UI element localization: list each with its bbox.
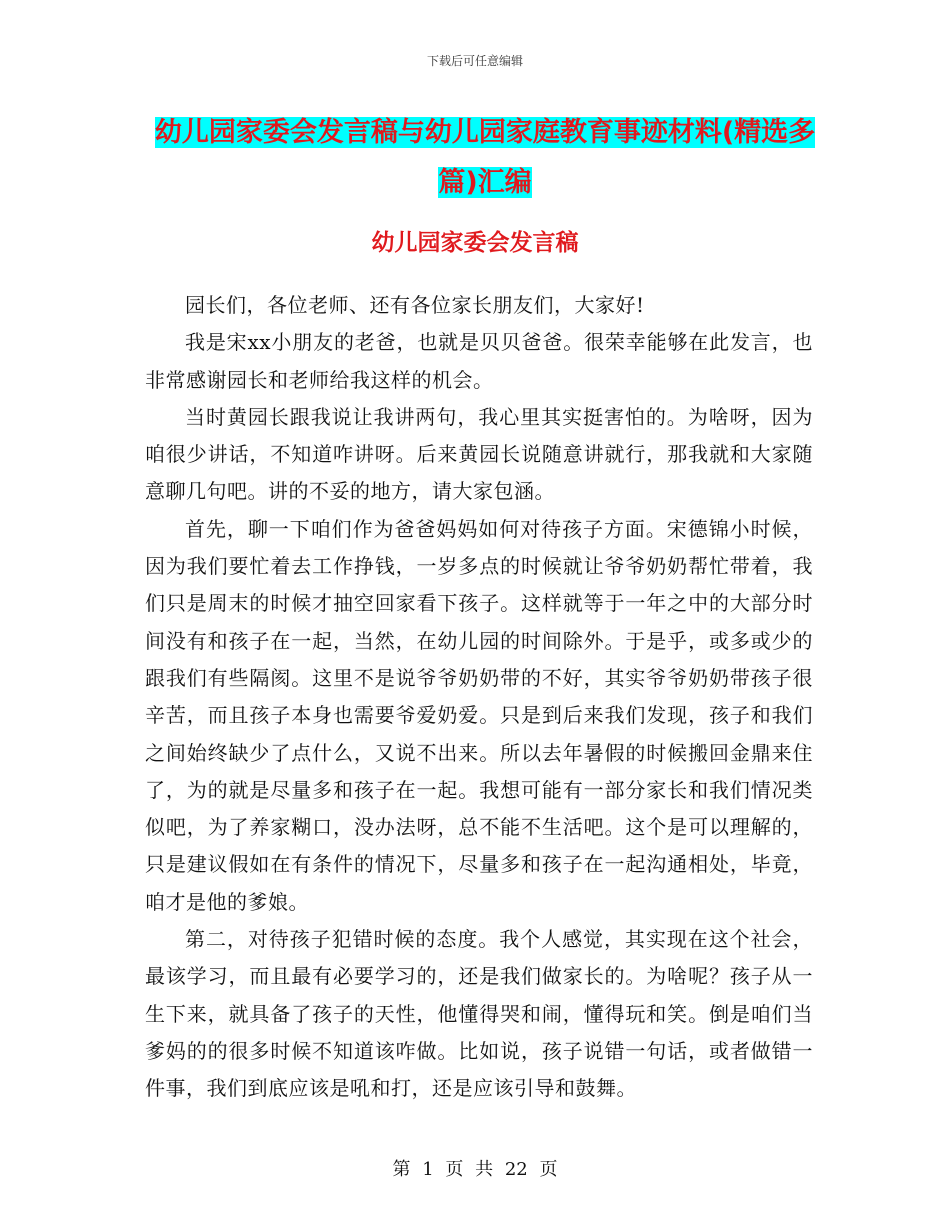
paragraph: 当时黄园长跟我说让我讲两句，我心里其实挺害怕的。为啥呀，因为咱很少讲话，不知道咋讲呀。后来黄园长说随意讲就行，那我就和大家随意聊几句吧。讲的不妥的地方，请大家包涵。 [145, 404, 813, 504]
page-footer: 第 1 页 共 22 页 [392, 1159, 558, 1180]
document-title [145, 108, 825, 208]
paragraph: 第二，对待孩子犯错时候的态度。我个人感觉，其实现在这个社会，最该学习，而且最有必要学习的，还是我们做家长的。为啥呢？孩子从一生下来，就具备了孩子的天性，他懂得哭和闹，懂得玩和笑。倒是咱们当爹妈的的很多时候不知道该咋做。比如说，孩子说错一句话，或者做错一件事，我们到底应该是吼和打，还是应该引导和鼓舞。 [145, 927, 813, 1101]
document-body [145, 287, 813, 1108]
document-title-text: 幼儿园家委会发言稿与幼儿园家庭教育事迹材料(精选多篇)汇编 [154, 117, 816, 198]
paragraph: 园长们，各位老师、还有各位家长朋友们，大家好! [185, 293, 645, 317]
header-note: 下载后可任意编辑 [426, 54, 523, 68]
paragraph: 首先，聊一下咱们作为爸爸妈妈如何对待孩子方面。宋德锦小时候，因为我们要忙着去工作挣钱，一岁多点的时候就让爷爷奶奶帮忙带着，我们只是周末的时候才抽空回家看下孩子。这样就等于一年之中的大部分时间没有和孩子在一起，当然，在幼儿园的时间除外。于是乎，或多或少的跟我们有些隔阂。这里不是说爷爷奶奶带的不好，其实爷爷奶奶带孩子很辛苦，而且孩子本身也需要爷爱奶爱。只是到后来我们发现，孩子和我们之间始终缺少了点什么，又说不出来。所以去年暑假的时候搬回金鼎来住了，为的就是尽量多和孩子在一起。我想可能有一部分家长和我们情况类似吧，为了养家糊口，没办法呀，总不能不生活吧。这个是可以理解的，只是建议假如在有条件的情况下，尽量多和孩子在一起沟通相处，毕竟，咱才是他的爹娘。 [145, 516, 813, 914]
paragraph: 我是宋xx小朋友的老爸，也就是贝贝爸爸。很荣幸能够在此发言，也非常感谢园长和老师给我这样的机会。 [145, 330, 813, 392]
section-title: 幼儿园家委会发言稿 [371, 230, 579, 256]
